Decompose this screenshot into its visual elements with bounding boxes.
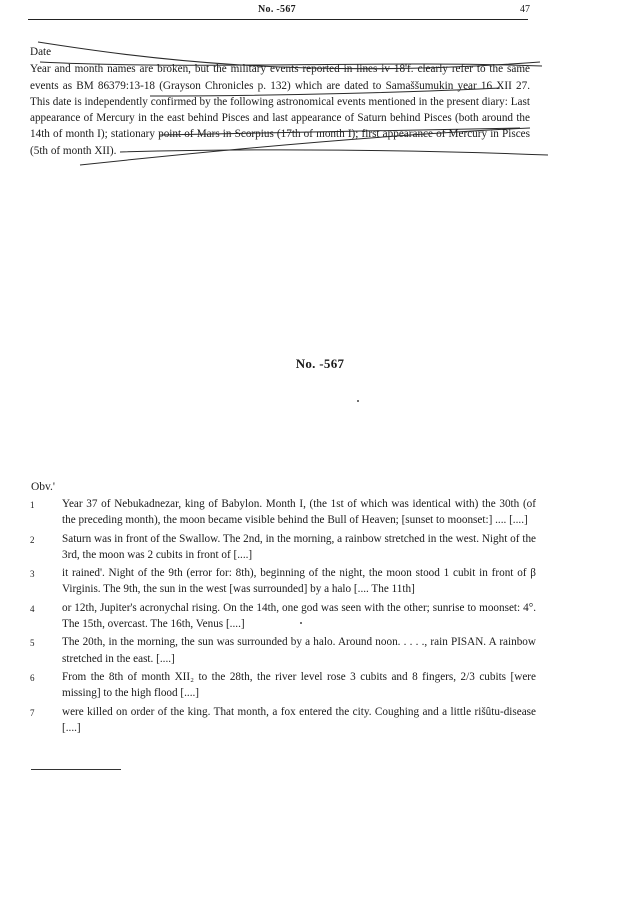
header-rule [28, 19, 528, 20]
running-head-title: No. -567 [258, 4, 296, 15]
line-text: it rained'. Night of the 9th (error for: 8th), beginning of the night, the moon stood 1 cubit in front of β Virginis. The 9th, the sun in the west [was surrounded] by a halo [.... The 11th] [62, 567, 536, 596]
line-text: From the 8th of month XII₂ to the 28th, the river level rose 3 cubits and 8 fingers, 2/3 cubits [were missing] to the high flood [....] [62, 670, 536, 700]
text-line-4 [26, 600, 536, 633]
text-title: No. -567 [295, 356, 345, 371]
date-section [30, 44, 530, 159]
line-number: 2 [30, 534, 35, 545]
date-paragraph: Year and month names are broken, but the military events reported in lines iv 18'f. clearly refer to the same events as BM 86379:13-18 (Grayson Chronicles p. 132) which are dated to Samaššumukin year 16 XII 27. This date is independently confirmed by the following astronomical events mentioned in the present diary: Last appearance of Mercury in the east behind Pisces and last appearance of Saturn behind Pisces (both around the 14th of month I); stationary point of Mars in Scorpius (17th of month I); first appearance of Mercury in Pisces (5th of month XII). [30, 63, 530, 157]
text-line-5 [26, 634, 536, 667]
line-number: 7 [30, 707, 35, 718]
footnote-rule [31, 769, 121, 770]
text-line-2 [26, 531, 536, 564]
side-label: Obv.' [31, 481, 56, 493]
line-number: 1 [30, 500, 35, 510]
speck-1 [357, 400, 359, 402]
line-number: 3 [30, 569, 35, 580]
text-line-7 [26, 704, 536, 737]
transliteration-lines [26, 496, 536, 738]
line-text: Year 37 of Nebukadnezar, king of Babylon. Month I, (the 1st of which was identical with) the 30th (of the preceding month), the moon became visible behind the Bull of Heaven; [sunset to moonset:] .... [....] [62, 498, 536, 527]
line-text: Saturn was in front of the Swallow. The 2nd, in the morning, a rainbow stretched in the west. Night of the 3rd, the moon was 2 cubits in front of [....] [62, 532, 536, 561]
page-number: 47 [520, 4, 530, 15]
text-line-3 [26, 565, 536, 598]
line-text: were killed on order of the king. That month, a fox entered the city. Coughing and a little rišûtu-disease [....] [62, 705, 536, 734]
text-line-6 [26, 669, 536, 702]
date-heading: Date [30, 46, 52, 58]
text-line-1 [26, 496, 536, 529]
line-text: or 12th, Jupiter's acronychal rising. On the 14th, one god was seen with the other; sunrise to moonset: 4°. The 15th, overcast. The 16th, Venus [....] [62, 601, 536, 631]
line-number: 6 [30, 672, 35, 683]
line-text: The 20th, in the morning, the sun was surrounded by a halo. Around noon. . . . ., rain PISAN. A rainbow stretched in the east. [....] [62, 636, 536, 665]
running-head [0, 4, 640, 18]
line-number: 5 [30, 638, 35, 649]
line-number: 4 [30, 603, 35, 614]
